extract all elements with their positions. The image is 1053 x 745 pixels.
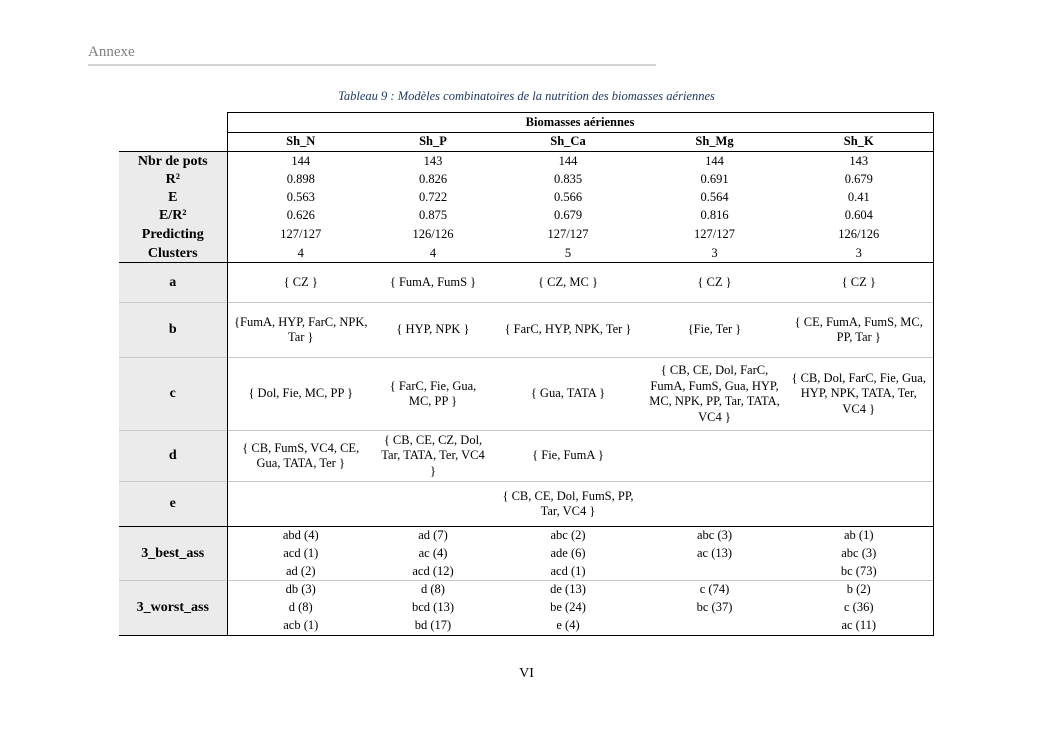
table-cell: ade (6) <box>550 545 586 560</box>
table-cell: { CB, Dol, FarC, Fie, Gua, HYP, NPK, TATA, Ter, VC4 } <box>785 358 933 431</box>
row-label: 3_worst_ass <box>119 581 227 636</box>
table-cell: ac (4) <box>418 545 448 560</box>
column-header: Sh_K <box>785 133 933 152</box>
table-cell: 0.604 <box>785 207 933 226</box>
table-cell: ac (11) <box>785 617 933 636</box>
group-header: Biomasses aériennes <box>227 113 933 133</box>
row-label: E/R² <box>119 207 227 226</box>
table-cell: 0.898 <box>227 171 374 189</box>
table-cell <box>785 482 933 527</box>
table-cell: { CB, CE, Dol, FumS, PP, Tar, VC4 } <box>492 482 644 527</box>
table-cell: { FarC, Fie, Gua, MC, PP } <box>374 358 492 431</box>
column-header-row <box>119 133 933 152</box>
table-cell: { FarC, HYP, NPK, Ter } <box>492 303 644 358</box>
table-cell: 0.679 <box>785 171 933 189</box>
table-cell: { Dol, Fie, MC, PP } <box>227 358 374 431</box>
table-cell: acd (1) <box>227 545 374 563</box>
table-cell: acd (12) <box>412 563 454 578</box>
table-cell <box>374 482 492 527</box>
cluster-row-a <box>119 263 933 303</box>
table-cell: 0.691 <box>700 171 729 186</box>
row-label: Nbr de pots <box>119 152 227 171</box>
table-cell: c (74) <box>644 581 785 599</box>
table-cell: 144 <box>227 152 374 171</box>
table-cell <box>644 431 785 482</box>
row-label: R² <box>119 171 227 189</box>
row-label: Clusters <box>119 245 227 263</box>
cluster-row-d <box>119 431 933 482</box>
table-cell: 144 <box>644 152 785 171</box>
table-cell: { CZ } <box>644 263 785 303</box>
best-row <box>119 563 933 581</box>
table-cell: 0.41 <box>785 189 933 207</box>
table-cell: abc (3) <box>644 527 785 545</box>
table-cell: ac (13) <box>696 545 733 560</box>
page-number: VI <box>519 666 534 681</box>
empty-corner <box>119 113 227 133</box>
table-cell: { CB, FumS, VC4, CE, Gua, TATA, Ter } <box>227 431 374 482</box>
table-cell: { CZ } <box>785 263 933 303</box>
table-cell: bd (17) <box>374 617 492 636</box>
column-header: Sh_Mg <box>644 133 785 152</box>
table-cell <box>785 431 933 482</box>
running-header: Annexe <box>88 44 135 60</box>
worst-row <box>119 581 933 599</box>
table-cell: 127/127 <box>547 227 589 242</box>
table-cell <box>227 482 374 527</box>
row-label: E <box>119 189 227 207</box>
table-cell: { FumA, FumS } <box>374 263 492 303</box>
table-cell: b (2) <box>785 581 933 599</box>
table-cell: 0.722 <box>418 189 448 204</box>
table-cell: acb (1) <box>227 617 374 636</box>
table-cell: { Gua, TATA } <box>492 358 644 431</box>
table-cell: { HYP, NPK } <box>374 303 492 358</box>
table-cell: bcd (13) <box>412 599 454 614</box>
table-cell: 5 <box>564 245 572 260</box>
table-cell: 0.566 <box>553 189 583 204</box>
cluster-row-c <box>119 358 933 431</box>
row-label: d <box>119 431 227 482</box>
table-caption: Tableau 9 : Modèles combinatoires de la nutrition des biomasses aériennes <box>338 89 715 103</box>
column-header: Sh_Ca <box>492 133 644 152</box>
table-cell: ad (2) <box>227 563 374 581</box>
table-cell: { CE, FumA, FumS, MC, PP, Tar } <box>785 303 933 358</box>
table-cell: 127/127 <box>227 226 374 245</box>
worst-row <box>119 599 933 617</box>
table-cell: 126/126 <box>785 226 933 245</box>
table-cell: 4 <box>429 245 437 260</box>
table-cell: 127/127 <box>694 227 735 242</box>
table-cell: c (36) <box>785 599 933 617</box>
row-label: e <box>119 482 227 527</box>
table-cell: 143 <box>785 152 933 171</box>
table-cell: be (24) <box>550 599 586 614</box>
cluster-row-b <box>119 303 933 358</box>
table-cell: {FumA, HYP, FarC, NPK, Tar } <box>227 303 374 358</box>
table-cell: d (8) <box>227 599 374 617</box>
table-cell: bc (73) <box>785 563 933 581</box>
table-cell: 0.875 <box>418 208 448 223</box>
table-cell: 0.679 <box>553 208 583 223</box>
table-cell: 0.626 <box>227 207 374 226</box>
table-cell: bc (37) <box>696 599 733 614</box>
table-cell <box>644 617 785 636</box>
row-label: 3_best_ass <box>119 527 227 581</box>
table-cell: db (3) <box>227 581 374 599</box>
table-cell: abc (3) <box>785 545 933 563</box>
stat-row <box>119 226 933 245</box>
table-cell: e (4) <box>492 617 644 636</box>
stat-row <box>119 207 933 226</box>
table-cell: 0.816 <box>700 208 729 223</box>
empty-corner <box>119 133 227 152</box>
table-cell: { Fie, FumA } <box>492 431 644 482</box>
table-cell: 4 <box>227 245 374 263</box>
table-cell: { CZ, MC } <box>492 263 644 303</box>
table-cell: abd (4) <box>227 527 374 545</box>
table-cell: 0.564 <box>700 189 729 204</box>
nutrition-table-wrapper <box>119 112 934 636</box>
header-rule <box>88 64 656 66</box>
table-cell: 144 <box>492 152 644 171</box>
table-cell: ad (7) <box>374 527 492 545</box>
row-label: b <box>119 303 227 358</box>
cluster-row-e <box>119 482 933 527</box>
table-cell <box>644 563 785 581</box>
row-label: a <box>119 263 227 303</box>
table-cell: acd (1) <box>550 563 586 578</box>
stat-row <box>119 189 933 207</box>
nutrition-table <box>119 112 934 636</box>
table-cell: 0.826 <box>418 171 448 186</box>
table-cell: {Fie, Ter } <box>644 303 785 358</box>
table-cell: ab (1) <box>785 527 933 545</box>
stat-row <box>119 245 933 263</box>
table-cell: { CB, CE, CZ, Dol, Tar, TATA, Ter, VC4 } <box>374 431 492 482</box>
table-cell: 126/126 <box>412 227 454 242</box>
stat-row <box>119 152 933 171</box>
row-label: c <box>119 358 227 431</box>
stat-row <box>119 171 933 189</box>
row-label: Predicting <box>119 226 227 245</box>
column-header: Sh_N <box>227 133 374 152</box>
group-header-row <box>119 113 933 133</box>
table-cell: d (8) <box>374 581 492 599</box>
table-cell: 143 <box>374 152 492 171</box>
column-header: Sh_P <box>374 133 492 152</box>
table-cell: 0.835 <box>553 171 583 186</box>
best-row <box>119 527 933 545</box>
table-cell: { CZ } <box>227 263 374 303</box>
table-cell <box>644 482 785 527</box>
table-cell: { CB, CE, Dol, FarC, FumA, FumS, Gua, HYP, MC, NPK, PP, Tar, TATA, VC4 } <box>644 358 785 431</box>
best-row <box>119 545 933 563</box>
worst-row <box>119 617 933 636</box>
table-cell: 3 <box>785 245 933 263</box>
table-cell: de (13) <box>492 581 644 599</box>
table-cell: 0.563 <box>227 189 374 207</box>
table-cell: abc (2) <box>492 527 644 545</box>
table-cell: 3 <box>711 245 718 260</box>
